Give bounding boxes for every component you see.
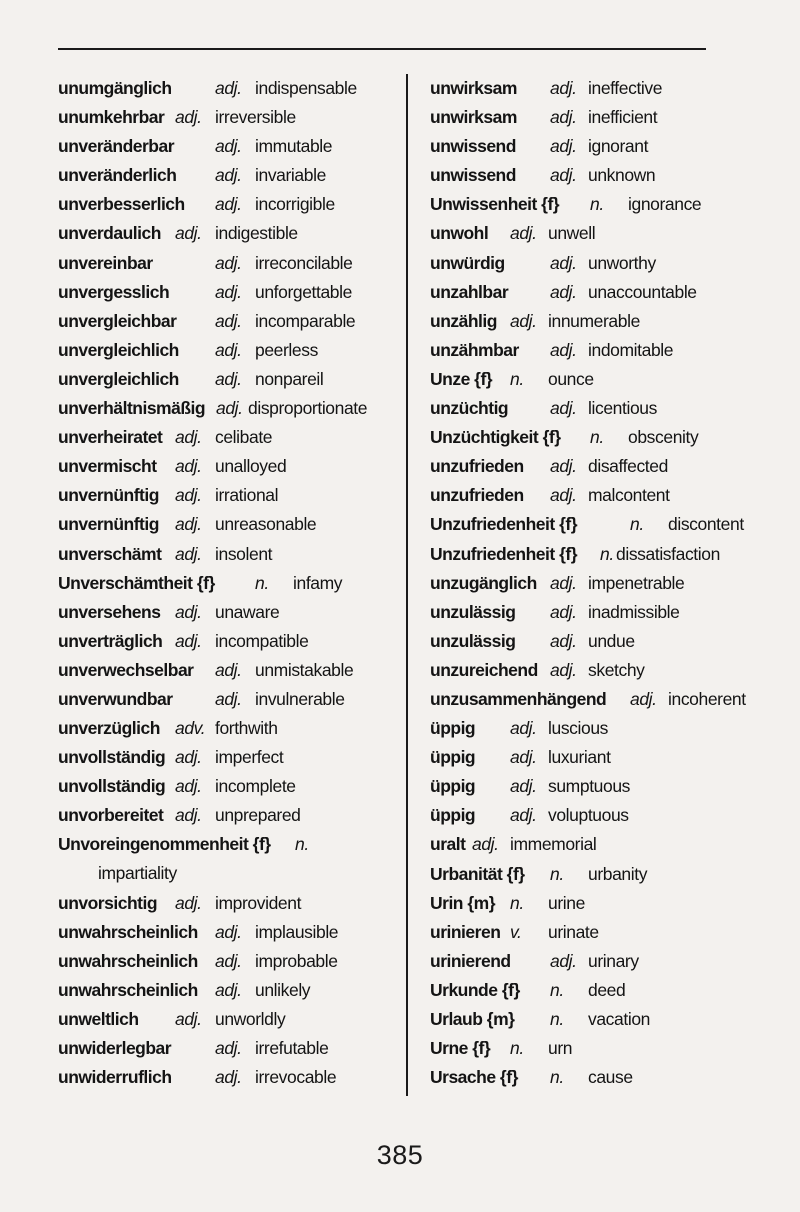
headword: unverschämt — [58, 543, 162, 564]
headword: unverträglich — [58, 630, 163, 651]
part-of-speech: adj. — [215, 1067, 242, 1088]
headword: unzahlbar — [430, 281, 509, 302]
part-of-speech: adj. — [175, 427, 202, 448]
translation: urinate — [548, 921, 599, 942]
translation: improvident — [215, 892, 302, 913]
part-of-speech: adj. — [216, 398, 243, 419]
headword: unzugänglich — [430, 572, 537, 593]
headword: unvorbereitet — [58, 805, 164, 826]
part-of-speech: adj. — [510, 776, 537, 797]
translation: unworldly — [215, 1009, 286, 1029]
translation: implausible — [255, 921, 339, 942]
headword: unverwundbar — [58, 688, 173, 709]
part-of-speech: adj. — [215, 194, 242, 215]
translation: unprepared — [215, 805, 301, 826]
translation: vacation — [588, 1009, 650, 1029]
headword: unveränderlich — [58, 165, 177, 186]
headword: üppig — [430, 747, 476, 768]
translation: unworthy — [588, 252, 656, 273]
translation: urinary — [588, 950, 639, 971]
translation: unknown — [588, 165, 656, 186]
top-rule — [58, 48, 706, 50]
headword: unzufrieden — [430, 456, 524, 477]
translation: unwell — [548, 223, 596, 244]
part-of-speech: n. — [550, 863, 564, 884]
headword: Unze {f} — [430, 368, 493, 389]
part-of-speech: n. — [510, 1038, 524, 1059]
part-of-speech: adj. — [175, 543, 202, 564]
headword: unverzüglich — [58, 718, 160, 739]
right-column — [430, 74, 796, 1092]
translation: indigestible — [215, 223, 298, 244]
headword: unumkehrbar — [58, 107, 165, 128]
part-of-speech: n. — [295, 834, 309, 855]
translation: irrational — [215, 485, 279, 506]
part-of-speech: v. — [510, 921, 522, 942]
part-of-speech: adj. — [175, 630, 202, 651]
headword: unzureichend — [430, 659, 538, 680]
headword: unzulässig — [430, 630, 516, 651]
part-of-speech: adj. — [550, 165, 577, 186]
translation: irrefutable — [255, 1038, 329, 1059]
part-of-speech: adj. — [630, 688, 657, 709]
headword: unwiderruflich — [58, 1067, 172, 1088]
headword: unvorsichtig — [58, 892, 158, 913]
headword: üppig — [430, 718, 476, 739]
translation: ignorance — [628, 194, 702, 215]
translation: unlikely — [255, 979, 311, 1000]
headword: unversehens — [58, 601, 161, 622]
translation: immutable — [255, 136, 333, 157]
headword: unvermischt — [58, 456, 157, 477]
part-of-speech: n. — [630, 514, 644, 535]
headword: unwissend — [430, 136, 516, 157]
headword: unvernünftig — [58, 485, 159, 506]
translation: undue — [588, 630, 635, 651]
part-of-speech: adj. — [215, 921, 242, 942]
translation: ineffective — [588, 78, 663, 98]
translation: unalloyed — [215, 456, 287, 477]
headword: Unwissenheit {f} — [430, 194, 560, 215]
translation: irrevocable — [255, 1067, 337, 1088]
part-of-speech: adj. — [550, 398, 577, 419]
translation: irreversible — [215, 107, 296, 128]
headword: unverbesserlich — [58, 194, 185, 215]
headword: Urne {f} — [430, 1038, 491, 1059]
translation: inadmissible — [588, 601, 680, 622]
headword: unzulässig — [430, 601, 516, 622]
translation: unaware — [215, 601, 280, 622]
part-of-speech: adj. — [175, 107, 202, 128]
part-of-speech: n. — [550, 1009, 564, 1029]
part-of-speech: adj. — [175, 485, 202, 506]
part-of-speech: n. — [590, 427, 604, 448]
translation: malcontent — [588, 485, 670, 506]
translation: unforgettable — [255, 281, 352, 302]
part-of-speech: adj. — [175, 747, 202, 768]
translation: forthwith — [215, 718, 278, 739]
headword: unzusammenhängend — [430, 688, 607, 709]
translation: incompatible — [215, 630, 309, 651]
headword: urinieren — [430, 921, 501, 942]
translation: inefficient — [588, 107, 658, 128]
translation: incoherent — [668, 688, 746, 709]
part-of-speech: adj. — [175, 456, 202, 477]
part-of-speech: adj. — [550, 136, 577, 157]
part-of-speech: adj. — [550, 601, 577, 622]
translation: cause — [588, 1067, 633, 1088]
headword: unwürdig — [430, 252, 505, 273]
part-of-speech: adj. — [550, 252, 577, 273]
translation: licentious — [588, 398, 657, 419]
part-of-speech: adj. — [550, 485, 577, 506]
headword: üppig — [430, 776, 476, 797]
translation: impenetrable — [588, 572, 685, 593]
translation: obscenity — [628, 427, 699, 448]
headword: Unzufriedenheit {f} — [430, 514, 578, 535]
part-of-speech: n. — [600, 543, 614, 564]
translation: ignorant — [588, 136, 649, 157]
headword: unverhältnismäßig — [58, 398, 206, 419]
headword: unverdaulich — [58, 223, 161, 244]
translation: celibate — [215, 427, 273, 448]
headword: unvollständig — [58, 776, 166, 797]
translation: sumptuous — [548, 776, 631, 797]
part-of-speech: n. — [550, 979, 564, 1000]
part-of-speech: adj. — [550, 572, 577, 593]
headword: unveränderbar — [58, 136, 175, 157]
translation: incomplete — [215, 776, 296, 797]
translation: urbanity — [588, 863, 648, 884]
translation: deed — [588, 979, 626, 1000]
translation: ounce — [548, 368, 594, 389]
headword: Urbanität {f} — [430, 863, 525, 884]
part-of-speech: adj. — [175, 805, 202, 826]
translation: invulnerable — [255, 688, 345, 709]
translation: innumerable — [548, 310, 640, 331]
headword: Unzüchtigkeit {f} — [430, 427, 561, 448]
headword: unwahrscheinlich — [58, 921, 198, 942]
part-of-speech: adj. — [215, 1038, 242, 1059]
translation: luxuriant — [548, 747, 611, 768]
translation: indomitable — [588, 339, 674, 360]
part-of-speech: adj. — [215, 979, 242, 1000]
part-of-speech: adj. — [215, 281, 242, 302]
translation: incomparable — [255, 310, 356, 331]
part-of-speech: adj. — [175, 514, 202, 535]
headword: unwissend — [430, 165, 516, 186]
translation: infamy — [293, 572, 343, 593]
part-of-speech: adj. — [215, 78, 242, 98]
translation: imperfect — [215, 747, 284, 768]
translation: voluptuous — [548, 805, 629, 826]
part-of-speech: adj. — [510, 747, 537, 768]
part-of-speech: adj. — [175, 892, 202, 913]
column-divider — [406, 74, 408, 1096]
headword: Ursache {f} — [430, 1067, 518, 1088]
part-of-speech: adj. — [550, 78, 577, 98]
part-of-speech: adj. — [215, 688, 242, 709]
translation: sketchy — [588, 659, 645, 680]
headword: unzähmbar — [430, 339, 519, 360]
part-of-speech: adj. — [175, 1009, 202, 1029]
part-of-speech: adj. — [550, 630, 577, 651]
part-of-speech: n. — [510, 368, 524, 389]
headword: unverheiratet — [58, 427, 163, 448]
part-of-speech: adj. — [510, 718, 537, 739]
part-of-speech: adj. — [215, 368, 242, 389]
headword: urinierend — [430, 950, 511, 971]
translation: irreconcilable — [255, 252, 353, 273]
left-column — [58, 74, 398, 1092]
part-of-speech: adj. — [175, 601, 202, 622]
part-of-speech: adj. — [175, 223, 202, 244]
headword: unvergleichbar — [58, 310, 177, 331]
translation: luscious — [548, 718, 609, 739]
headword: Urlaub {m} — [430, 1009, 515, 1029]
part-of-speech: adj. — [215, 950, 242, 971]
headword: uralt — [430, 834, 466, 855]
part-of-speech: adj. — [510, 310, 537, 331]
translation: improbable — [255, 950, 338, 971]
headword: unvergleichlich — [58, 339, 179, 360]
part-of-speech: n. — [510, 892, 524, 913]
part-of-speech: n. — [255, 572, 269, 593]
part-of-speech: adj. — [550, 107, 577, 128]
translation: unmistakable — [255, 659, 354, 680]
headword: unzüchtig — [430, 398, 509, 419]
part-of-speech: adj. — [550, 950, 577, 971]
translation: peerless — [255, 339, 318, 360]
headword: unvereinbar — [58, 252, 153, 273]
part-of-speech: adj. — [550, 281, 577, 302]
headword: unweltlich — [58, 1009, 139, 1029]
headword: unvernünftig — [58, 514, 159, 535]
part-of-speech: adj. — [215, 136, 242, 157]
translation: impartiality — [98, 863, 177, 884]
translation: dissatisfaction — [616, 543, 720, 564]
part-of-speech: adj. — [510, 805, 537, 826]
part-of-speech: adv. — [175, 718, 206, 739]
translation: unreasonable — [215, 514, 317, 535]
part-of-speech: adj. — [215, 165, 242, 186]
headword: unvergleichlich — [58, 368, 179, 389]
translation: invariable — [255, 165, 326, 186]
headword: unwahrscheinlich — [58, 979, 198, 1000]
headword: Unverschämtheit {f} — [58, 572, 215, 593]
translation: unaccountable — [588, 281, 697, 302]
part-of-speech: adj. — [215, 252, 242, 273]
headword: unvollständig — [58, 747, 166, 768]
headword: Unvoreingenommenheit {f} — [58, 834, 271, 855]
part-of-speech: n. — [590, 194, 604, 215]
headword: üppig — [430, 805, 476, 826]
headword: Urin {m} — [430, 892, 496, 913]
translation: incorrigible — [255, 194, 335, 215]
headword: unzählig — [430, 310, 497, 331]
part-of-speech: adj. — [215, 659, 242, 680]
part-of-speech: adj. — [472, 834, 499, 855]
headword: unwahrscheinlich — [58, 950, 198, 971]
headword: unverwechselbar — [58, 659, 194, 680]
headword: unwiderlegbar — [58, 1038, 172, 1059]
translation: immemorial — [510, 834, 597, 855]
part-of-speech: adj. — [510, 223, 537, 244]
part-of-speech: n. — [550, 1067, 564, 1088]
part-of-speech: adj. — [215, 339, 242, 360]
translation: urine — [548, 892, 585, 913]
part-of-speech: adj. — [550, 456, 577, 477]
translation: insolent — [215, 543, 273, 564]
headword: Unzufriedenheit {f} — [430, 543, 578, 564]
part-of-speech: adj. — [550, 339, 577, 360]
page-number: 385 — [376, 1140, 424, 1170]
headword: unzufrieden — [430, 485, 524, 506]
part-of-speech: adj. — [550, 659, 577, 680]
translation: indispensable — [255, 78, 357, 98]
translation: disproportionate — [248, 398, 368, 419]
headword: unwohl — [430, 223, 489, 244]
headword: unumgänglich — [58, 78, 172, 98]
translation: nonpareil — [255, 368, 324, 389]
part-of-speech: adj. — [215, 310, 242, 331]
translation: disaffected — [588, 456, 668, 477]
translation: discontent — [668, 514, 744, 535]
headword: unwirksam — [430, 107, 517, 128]
headword: Urkunde {f} — [430, 979, 520, 1000]
translation: urn — [548, 1038, 573, 1059]
headword: unwirksam — [430, 78, 517, 98]
headword: unvergesslich — [58, 281, 170, 302]
part-of-speech: adj. — [175, 776, 202, 797]
